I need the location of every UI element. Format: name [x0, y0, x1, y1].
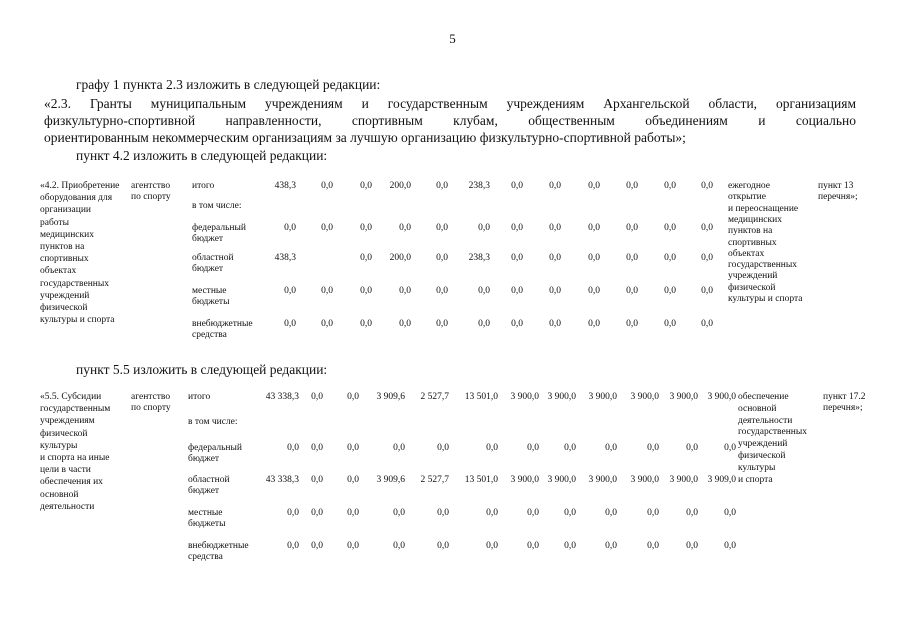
table-cell: 0,0 [588, 223, 600, 233]
result-line: спортивных [728, 237, 777, 248]
event-line: основной [40, 489, 79, 500]
table-cell: 0,0 [486, 443, 498, 453]
table-cell: 0,0 [605, 508, 617, 518]
quote-line-2: физкультурно-спортивной направленности, спортивным клубам, общественным объединениям и социально [44, 113, 856, 128]
source-label: в том числе: [192, 201, 242, 211]
point-55-heading: пункт 5.5 изложить в следующей редакции: [76, 362, 328, 377]
source-label: средства [188, 552, 223, 563]
table-cell: 0,0 [701, 181, 713, 191]
table-cell: 0,0 [564, 443, 576, 453]
source-label: бюджет [188, 454, 220, 465]
table-cell: 0,0 [664, 286, 676, 296]
table-cell: 0,0 [647, 443, 659, 453]
table-cell: 0,0 [549, 319, 561, 329]
table-cell: 0,0 [284, 223, 296, 233]
result-line: обеспечение [738, 392, 789, 402]
table-cell: 0,0 [399, 223, 411, 233]
result-line: государственных [738, 427, 808, 438]
table-cell: 0,0 [724, 508, 736, 518]
table-cell: 0,0 [626, 319, 638, 329]
table-cell: 3 900,0 [630, 392, 659, 402]
event-line: спортивных [40, 254, 89, 265]
source-label: в том числе: [188, 417, 238, 427]
table-cell: 0,0 [437, 443, 449, 453]
event-line: организации [40, 205, 92, 216]
result-line: ежегодное [728, 181, 771, 191]
event-line: «4.2. Приобретение [40, 181, 120, 191]
result-line: объектах [728, 248, 765, 259]
table-cell: 0,0 [478, 319, 490, 329]
result-line: основной [738, 403, 777, 414]
event-line: работы [40, 217, 69, 228]
table-cell: 438,3 [274, 181, 296, 191]
table-cell: 200,0 [389, 181, 411, 191]
table-cell: 0,0 [347, 392, 359, 402]
table-cell: 0,0 [626, 181, 638, 191]
event-line: культуры и спорта [40, 315, 115, 326]
event-line: учреждениям [40, 416, 95, 427]
table-cell: 0,0 [360, 253, 372, 263]
result-line: культуры и спорта [728, 294, 803, 304]
table-cell: 0,0 [360, 223, 372, 233]
table-cell: 0,0 [287, 541, 299, 551]
table-cell: 0,0 [588, 319, 600, 329]
table-cell: 2 527,7 [420, 475, 449, 485]
table-cell: 3 909,6 [376, 475, 405, 485]
source-label: внебюджетные [192, 319, 253, 329]
table-cell: 0,0 [321, 286, 333, 296]
table-cell: 0,0 [527, 508, 539, 518]
table-cell: 0,0 [527, 541, 539, 551]
table-cell: 0,0 [511, 286, 523, 296]
source-label: областной [192, 253, 234, 263]
source-label: областной [188, 475, 230, 485]
source-label: федеральный [192, 223, 246, 233]
table-cell: 3 900,0 [588, 392, 617, 402]
table-cell: 0,0 [647, 541, 659, 551]
table-cell: 0,0 [664, 253, 676, 263]
table-cell: 0,0 [588, 286, 600, 296]
table-cell: 13 501,0 [464, 392, 498, 402]
source-label: местные [192, 286, 227, 296]
table-cell: 3 909,0 [707, 475, 736, 485]
table-cell: 0,0 [588, 253, 600, 263]
page-number: 5 [449, 31, 456, 46]
event-line: обеспечения их [40, 477, 103, 488]
table-cell: 0,0 [626, 253, 638, 263]
event-line: пунктов на [40, 242, 85, 252]
table-cell: 0,0 [393, 508, 405, 518]
executor-line: агентство [131, 181, 171, 191]
table-cell: 0,0 [588, 181, 600, 191]
table-cell: 0,0 [311, 508, 323, 518]
event-line: оборудования для [40, 193, 113, 204]
table-cell: 0,0 [564, 508, 576, 518]
table-cell: 0,0 [686, 508, 698, 518]
source-label: бюджеты [192, 297, 230, 308]
table-cell: 0,0 [287, 443, 299, 453]
table-cell: 0,0 [701, 319, 713, 329]
table-cell: 2 527,7 [420, 392, 449, 402]
table-cell: 0,0 [647, 508, 659, 518]
reference-line: перечня»; [823, 403, 863, 414]
quote-line-1: «2.3. Гранты муниципальным учреждениям и государственным учреждениям Архангельской области, организациям [44, 96, 856, 111]
table-cell: 0,0 [347, 475, 359, 485]
table-cell: 0,0 [478, 223, 490, 233]
table-cell: 0,0 [311, 392, 323, 402]
table-cell: 0,0 [311, 475, 323, 485]
table-cell: 0,0 [347, 541, 359, 551]
table-cell: 13 501,0 [464, 475, 498, 485]
table-cell: 3 900,0 [669, 475, 698, 485]
executor-line: по спорту [131, 403, 171, 414]
event-line: государственным [40, 404, 111, 415]
result-line: пунктов на [728, 226, 773, 237]
result-line: открытие [728, 192, 766, 203]
table-cell: 3 900,0 [669, 392, 698, 402]
table-cell: 0,0 [564, 541, 576, 551]
event-line: учреждений [40, 290, 90, 301]
executor-line: агентство [131, 392, 171, 402]
event-line: деятельности [40, 501, 95, 512]
table-cell: 0,0 [664, 223, 676, 233]
result-line: медицинских [728, 214, 782, 225]
source-label: итого [188, 392, 211, 402]
source-label: средства [192, 330, 227, 341]
table-cell: 0,0 [347, 508, 359, 518]
table-cell: 3 900,0 [510, 392, 539, 402]
table-cell: 0,0 [437, 508, 449, 518]
event-line: объектах [40, 266, 77, 277]
table-cell: 0,0 [724, 541, 736, 551]
result-line: учреждений [738, 439, 788, 450]
table-cell: 0,0 [605, 541, 617, 551]
table-cell: 43 338,3 [265, 475, 299, 485]
table-cell: 0,0 [701, 253, 713, 263]
table-cell: 0,0 [399, 286, 411, 296]
table-cell: 0,0 [724, 443, 736, 453]
executor-line: по спорту [131, 192, 171, 203]
table-cell: 3 909,6 [376, 392, 405, 402]
source-label: федеральный [188, 443, 242, 453]
event-line: культуры [40, 440, 78, 451]
table-cell: 0,0 [549, 253, 561, 263]
source-label: внебюджетные [188, 541, 249, 551]
table-cell: 0,0 [436, 319, 448, 329]
table-cell: 0,0 [511, 319, 523, 329]
table-cell: 3 900,0 [547, 392, 576, 402]
table-cell: 438,3 [274, 253, 296, 263]
table-cell: 0,0 [626, 223, 638, 233]
table-cell: 0,0 [284, 319, 296, 329]
result-line: деятельности [738, 415, 793, 426]
table-cell: 0,0 [664, 319, 676, 329]
table-cell: 0,0 [321, 181, 333, 191]
result-line: физической [728, 282, 776, 293]
table-cell: 0,0 [284, 286, 296, 296]
event-line: и спорта на иные [40, 453, 110, 463]
table-cell: 0,0 [347, 443, 359, 453]
table-cell: 3 900,0 [588, 475, 617, 485]
result-line: физической [738, 451, 786, 461]
table-cell: 0,0 [605, 443, 617, 453]
reference-line: пункт 13 [818, 181, 854, 191]
table-cell: 0,0 [549, 223, 561, 233]
table-cell: 3 900,0 [547, 475, 576, 485]
table-cell: 0,0 [626, 286, 638, 296]
event-line: цели в части [40, 465, 91, 476]
table-cell: 200,0 [389, 253, 411, 263]
table-cell: 0,0 [549, 286, 561, 296]
table-cell: 0,0 [360, 286, 372, 296]
table-cell: 0,0 [436, 253, 448, 263]
table-cell: 0,0 [311, 541, 323, 551]
table-cell: 0,0 [287, 508, 299, 518]
table-cell: 0,0 [436, 223, 448, 233]
table-cell: 238,3 [468, 253, 490, 263]
table-cell: 0,0 [486, 541, 498, 551]
source-label: бюджет [192, 234, 224, 245]
result-line: учреждений [728, 271, 778, 282]
source-label: местные [188, 508, 223, 518]
table-cell: 0,0 [511, 253, 523, 263]
table-cell: 0,0 [360, 319, 372, 329]
result-line: государственных [728, 260, 798, 271]
source-label: итого [192, 181, 215, 191]
table-cell: 0,0 [436, 286, 448, 296]
source-label: бюджет [192, 264, 224, 275]
event-line: физической [40, 428, 88, 439]
event-line: физической [40, 303, 88, 313]
intro-line: графу 1 пункта 2.3 изложить в следующей редакции: [76, 77, 381, 92]
table-cell: 0,0 [311, 443, 323, 453]
point-42-heading: пункт 4.2 изложить в следующей редакции: [76, 148, 328, 163]
table-cell: 0,0 [321, 223, 333, 233]
event-line: «5.5. Субсидии [40, 392, 102, 402]
table-cell: 0,0 [436, 181, 448, 191]
event-line: медицинских [40, 229, 94, 240]
result-line: культуры [738, 462, 776, 473]
quote-line-3: ориентированным некоммерческим организациям за лучшую организацию физкультурно-спортивной работы»; [44, 130, 686, 145]
table-cell: 0,0 [393, 541, 405, 551]
table-cell: 0,0 [478, 286, 490, 296]
result-line: и спорта [738, 474, 773, 485]
table-cell: 43 338,3 [265, 392, 299, 402]
table-cell: 0,0 [399, 319, 411, 329]
table-cell: 0,0 [360, 181, 372, 191]
table-cell: 0,0 [321, 319, 333, 329]
table-cell: 0,0 [701, 223, 713, 233]
source-label: бюджет [188, 486, 220, 497]
table-cell: 0,0 [437, 541, 449, 551]
result-line: и переоснащение [728, 203, 799, 214]
reference-line: перечня»; [818, 192, 858, 203]
table-cell: 0,0 [527, 443, 539, 453]
reference-line: пункт 17.2 [823, 392, 866, 402]
table-cell: 0,0 [549, 181, 561, 191]
table-cell: 3 900,0 [510, 475, 539, 485]
table-cell: 0,0 [664, 181, 676, 191]
table-cell: 0,0 [686, 541, 698, 551]
event-line: государственных [40, 278, 110, 289]
table-cell: 3 900,0 [707, 392, 736, 402]
table-cell: 3 900,0 [630, 475, 659, 485]
source-label: бюджеты [188, 519, 226, 530]
table-cell: 0,0 [511, 223, 523, 233]
table-cell: 0,0 [701, 286, 713, 296]
table-cell: 0,0 [486, 508, 498, 518]
table-cell: 0,0 [686, 443, 698, 453]
table-cell: 0,0 [393, 443, 405, 453]
table-cell: 238,3 [468, 181, 490, 191]
table-cell: 0,0 [511, 181, 523, 191]
